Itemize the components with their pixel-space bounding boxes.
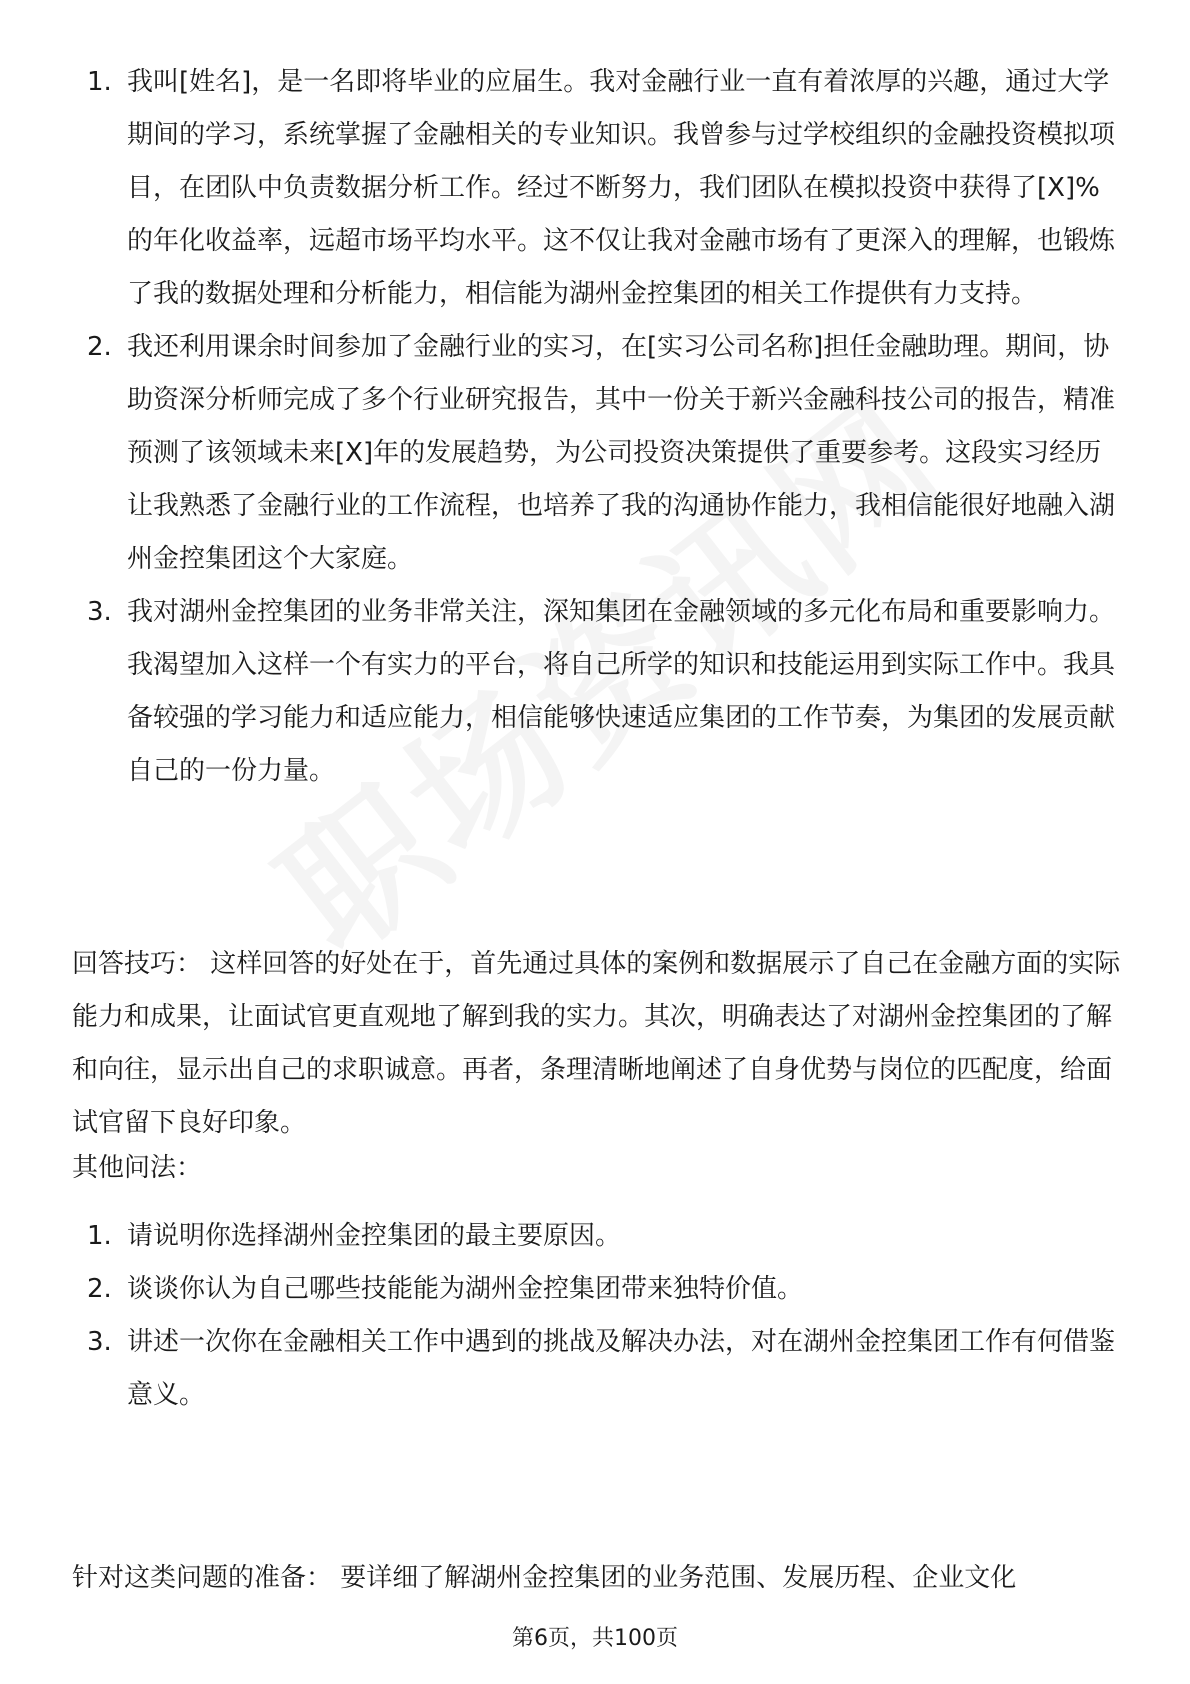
list-item (72, 1210, 1122, 1263)
list-item-number: 1. (87, 67, 112, 97)
list-item-text: 请说明你选择湖州金控集团的最主要原因。 (127, 1221, 622, 1251)
preparation-paragraph: 针对这类问题的准备： 要详细了解湖州金控集团的业务范围、发展历程、企业文化 (72, 1563, 1017, 1593)
list-item-number: 3. (87, 1327, 112, 1357)
list-item (72, 1263, 1122, 1316)
list-item (72, 56, 1122, 321)
list-item (72, 1316, 1122, 1422)
list-item-number: 1. (87, 1221, 112, 1251)
list-item-text: 我对湖州金控集团的业务非常关注，深知集团在金融领域的多元化布局和重要影响力。我渴望加入这样一个有实力的平台，将自己所学的知识和技能运用到实际工作中。我具备较强的学习能力和适应能力，相信能够快速适应集团的工作节奏，为集团的发展贡献自己的一份力量。 (127, 597, 1116, 786)
answer-tips-paragraph: 回答技巧： 这样回答的好处在于，首先通过具体的案例和数据展示了自己在金融方面的实际能力和成果，让面试官更直观地了解到我的实力。其次，明确表达了对湖州金控集团的了解和向往，显示出自己的求职诚意。再者，条理清晰地阐述了自身优势与岗位的匹配度，给面试官留下良好印象。 (72, 949, 1121, 1138)
other-questions-heading: 其他问法： (72, 1153, 203, 1183)
list-item-number: 2. (87, 1274, 112, 1304)
page-number-footer: 第6页，共100页 (512, 1626, 678, 1651)
list-item-number: 3. (87, 597, 112, 627)
list-item (72, 586, 1122, 798)
other-questions-list (72, 1210, 1122, 1422)
list-item (72, 321, 1122, 586)
list-item-text: 我还利用课余时间参加了金融行业的实习，在[实习公司名称]担任金融助理。期间，协助资深分析师完成了多个行业研究报告，其中一份关于新兴金融科技公司的报告，精准预测了该领域未来[X]年的发展趋势，为公司投资决策提供了重要参考。这段实习经历让我熟悉了金融行业的工作流程，也培养了我的沟通协作能力，我相信能很好地融入湖州金控集团这个大家庭。 (127, 332, 1116, 574)
list-item-text: 谈谈你认为自己哪些技能能为湖州金控集团带来独特价值。 (127, 1274, 804, 1304)
list-item-text: 讲述一次你在金融相关工作中遇到的挑战及解决办法，对在湖州金控集团工作有何借鉴意义。 (127, 1327, 1116, 1410)
answer-list (72, 56, 1122, 798)
list-item-text: 我叫[姓名]，是一名即将毕业的应届生。我对金融行业一直有着浓厚的兴趣，通过大学期间的学习，系统掌握了金融相关的专业知识。我曾参与过学校组织的金融投资模拟项目，在团队中负责数据分析工作。经过不断努力，我们团队在模拟投资中获得了[X]%的年化收益率，远超市场平均水平。这不仅让我对金融市场有了更深入的理解，也锻炼了我的数据处理和分析能力，相信能为湖州金控集团的相关工作提供有力支持。 (127, 67, 1116, 309)
list-item-number: 2. (87, 332, 112, 362)
